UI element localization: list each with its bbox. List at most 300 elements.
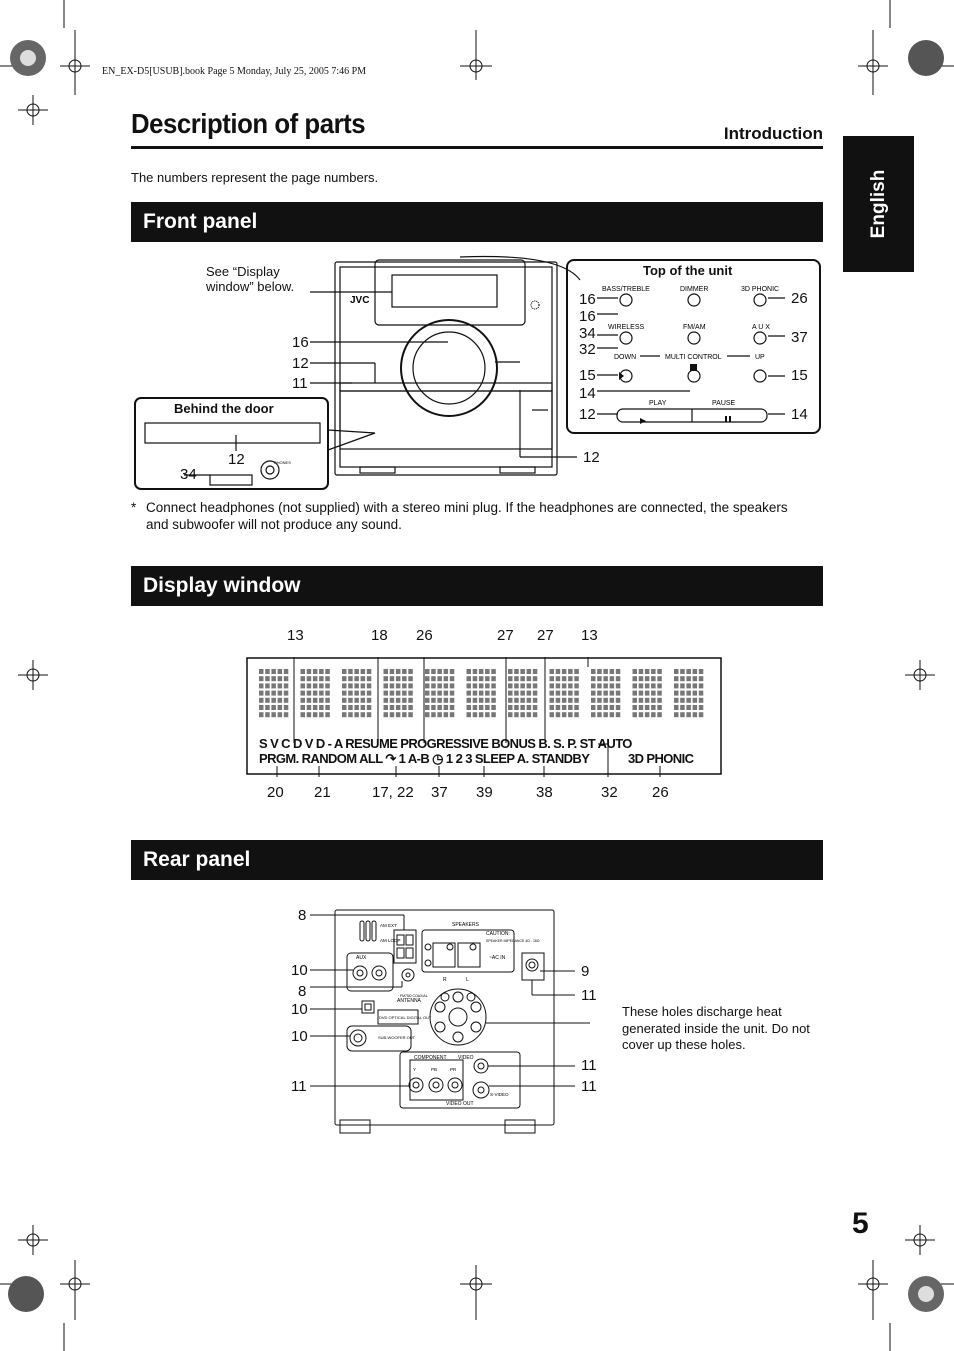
matrix-dot — [550, 698, 555, 703]
matrix-dot — [431, 691, 436, 696]
matrix-dot — [431, 698, 436, 703]
matrix-dot — [450, 698, 455, 703]
matrix-dot — [657, 669, 662, 674]
matrix-dot — [693, 705, 698, 710]
matrix-dot — [533, 712, 538, 717]
matrix-dot — [367, 691, 372, 696]
matrix-dot — [313, 676, 318, 681]
matrix-dot — [491, 691, 496, 696]
matrix-dot — [674, 676, 679, 681]
indicator-bsp: B. S. P. — [538, 736, 577, 751]
matrix-dot — [693, 698, 698, 703]
page-number: 5 — [852, 1207, 869, 1240]
matrix-dot — [610, 712, 615, 717]
matrix-dot — [479, 691, 484, 696]
label-fm-coaxial: FM75Ω COAXIAL — [400, 994, 428, 998]
matrix-dot — [562, 669, 567, 674]
matrix-dot — [301, 669, 306, 674]
matrix-dot — [657, 705, 662, 710]
matrix-dot — [348, 691, 353, 696]
matrix-dot — [342, 698, 347, 703]
matrix-dot — [284, 712, 289, 717]
label-component: COMPONENT — [414, 1055, 447, 1061]
matrix-dot — [568, 691, 573, 696]
matrix-dot — [402, 683, 407, 688]
matrix-dot — [639, 669, 644, 674]
callout-number: 15 — [791, 367, 808, 384]
matrix-dot — [278, 683, 283, 688]
matrix-dot — [319, 676, 324, 681]
matrix-dot — [645, 705, 650, 710]
matrix-dot — [616, 705, 621, 710]
matrix-dot — [657, 676, 662, 681]
page-title: Description of parts — [131, 108, 366, 139]
unit-body — [335, 262, 557, 475]
callout-number: 11 — [581, 1078, 597, 1095]
matrix-dot — [425, 676, 430, 681]
matrix-dot — [307, 669, 312, 674]
matrix-dot — [550, 691, 555, 696]
matrix-dot — [574, 669, 579, 674]
matrix-dot — [568, 669, 573, 674]
matrix-dot — [508, 691, 513, 696]
matrix-dot — [485, 698, 490, 703]
phones-label: PHONES — [274, 460, 291, 465]
see-display-note: See “Display window” below. — [206, 264, 295, 294]
indicator-sleep: SLEEP — [474, 751, 515, 766]
label-pause: PAUSE — [712, 400, 736, 407]
matrix-dot — [603, 683, 608, 688]
matrix-dot — [259, 676, 264, 681]
matrix-dot — [437, 669, 442, 674]
matrix-dot — [485, 669, 490, 674]
crop-mark-icon — [18, 660, 48, 690]
color-target-icon — [908, 40, 944, 76]
matrix-dot — [508, 712, 513, 717]
matrix-dot — [450, 705, 455, 710]
label-subwoofer: SUB-WOOFER OUT — [378, 1035, 416, 1040]
matrix-dot — [390, 691, 395, 696]
matrix-dot — [361, 691, 366, 696]
matrix-dot — [473, 676, 478, 681]
matrix-dot — [610, 705, 615, 710]
matrix-dot — [278, 676, 283, 681]
matrix-dot — [278, 705, 283, 710]
matrix-dot — [485, 691, 490, 696]
matrix-dot — [556, 705, 561, 710]
callout-number: 37 — [791, 329, 808, 346]
matrix-dot — [467, 705, 472, 710]
matrix-dot — [674, 669, 679, 674]
matrix-dot — [348, 676, 353, 681]
matrix-dot — [278, 698, 283, 703]
matrix-dot — [361, 705, 366, 710]
matrix-dot — [479, 669, 484, 674]
callout-number: 10 — [291, 1001, 308, 1018]
matrix-dot — [680, 669, 685, 674]
matrix-dot — [610, 683, 615, 688]
callout-number: 10 — [291, 962, 308, 979]
matrix-dot — [651, 712, 656, 717]
matrix-dot — [556, 691, 561, 696]
matrix-dot — [651, 698, 656, 703]
matrix-dot — [396, 712, 401, 717]
matrix-dot — [408, 712, 413, 717]
matrix-dot — [313, 683, 318, 688]
matrix-dot — [278, 669, 283, 674]
matrix-dot — [616, 676, 621, 681]
crop-mark-icon — [18, 1225, 48, 1255]
callout-number: 39 — [476, 784, 493, 801]
matrix-dot — [550, 676, 555, 681]
matrix-dot — [431, 705, 436, 710]
matrix-dot — [699, 712, 704, 717]
matrix-dot — [467, 669, 472, 674]
matrix-dot — [450, 669, 455, 674]
matrix-dot — [603, 698, 608, 703]
label-ac-in: ~AC IN — [489, 955, 506, 961]
matrix-dot — [307, 705, 312, 710]
matrix-dot — [686, 698, 691, 703]
matrix-dot — [437, 683, 442, 688]
callout-number: 13 — [581, 627, 598, 644]
label-fm-am: FM/AM — [683, 324, 706, 331]
callout-number: 11 — [291, 1078, 307, 1095]
matrix-dot — [699, 691, 704, 696]
matrix-dot — [444, 698, 449, 703]
matrix-dot — [533, 669, 538, 674]
matrix-dot — [603, 712, 608, 717]
matrix-dot — [520, 698, 525, 703]
callout-number: 12 — [579, 406, 596, 423]
matrix-dot — [265, 698, 270, 703]
matrix-dot — [657, 698, 662, 703]
matrix-dot — [693, 676, 698, 681]
volume-knob — [401, 320, 497, 416]
callout-number: 8 — [298, 983, 307, 1000]
matrix-dot — [633, 712, 638, 717]
matrix-dot — [384, 705, 389, 710]
headphone-footnote — [131, 499, 811, 533]
matrix-dot — [271, 691, 276, 696]
matrix-dot — [437, 698, 442, 703]
label-antenna: ANTENNA — [397, 998, 421, 1004]
matrix-dot — [342, 705, 347, 710]
matrix-dot — [313, 705, 318, 710]
matrix-dot — [437, 691, 442, 696]
matrix-dot — [431, 676, 436, 681]
matrix-dot — [674, 683, 679, 688]
matrix-dot — [444, 712, 449, 717]
matrix-dot — [591, 691, 596, 696]
label-aux: AUX — [356, 955, 367, 961]
matrix-dot — [259, 669, 264, 674]
matrix-dot — [408, 698, 413, 703]
matrix-dot — [259, 712, 264, 717]
matrix-dot — [384, 712, 389, 717]
matrix-dot — [603, 676, 608, 681]
matrix-dot — [597, 683, 602, 688]
matrix-dot — [408, 669, 413, 674]
matrix-dot — [384, 698, 389, 703]
matrix-dot — [574, 712, 579, 717]
label-dimmer: DIMMER — [680, 286, 709, 293]
matrix-dot — [508, 669, 513, 674]
matrix-dot — [342, 676, 347, 681]
matrix-dot — [699, 669, 704, 674]
matrix-dot — [301, 698, 306, 703]
matrix-dot — [301, 712, 306, 717]
callout-number: 8 — [298, 907, 307, 924]
callout-number: 11 — [292, 375, 308, 392]
matrix-dot — [616, 683, 621, 688]
matrix-dot — [633, 691, 638, 696]
footnote-text: Connect headphones (not supplied) with a stereo mini plug. If the headphones are connected, the speakers and subwoofer will not produce any sound. — [146, 500, 788, 532]
matrix-dot — [361, 698, 366, 703]
matrix-dot — [479, 705, 484, 710]
matrix-dot — [348, 683, 353, 688]
matrix-dot — [591, 698, 596, 703]
matrix-dot — [354, 691, 359, 696]
matrix-dot — [693, 712, 698, 717]
rear-panel-diagram — [300, 905, 590, 1135]
matrix-dot — [674, 705, 679, 710]
label-pb: PB — [431, 1067, 438, 1072]
matrix-dot — [313, 669, 318, 674]
matrix-dot — [325, 683, 330, 688]
top-button-fm-am — [688, 332, 700, 344]
matrix-dot — [437, 705, 442, 710]
matrix-dot — [633, 683, 638, 688]
matrix-dot — [348, 669, 353, 674]
section-tag: Introduction — [723, 124, 823, 143]
matrix-dot — [616, 712, 621, 717]
matrix-dot — [384, 683, 389, 688]
matrix-dot — [597, 712, 602, 717]
matrix-dot — [367, 676, 372, 681]
matrix-dot — [354, 698, 359, 703]
brand-logo: JVC — [350, 295, 370, 306]
matrix-dot — [693, 691, 698, 696]
indicator-resume: RESUME — [345, 736, 398, 751]
matrix-dot — [367, 698, 372, 703]
matrix-dot — [425, 683, 430, 688]
matrix-dot — [313, 712, 318, 717]
matrix-dot — [284, 705, 289, 710]
matrix-dot — [556, 712, 561, 717]
matrix-dot — [284, 698, 289, 703]
matrix-dot — [693, 683, 698, 688]
matrix-dot — [342, 683, 347, 688]
section-front-panel: Front panel — [131, 202, 823, 242]
matrix-dot — [348, 705, 353, 710]
label-video: VIDEO — [458, 1055, 474, 1061]
callout-number: 27 — [497, 627, 514, 644]
callout-number: 12 — [583, 449, 600, 466]
matrix-dot — [425, 691, 430, 696]
indicator-a-b: A-B — [407, 751, 430, 766]
label-impedance: SPEAKER IMPEDANCE 4Ω - 16Ω — [486, 939, 540, 943]
matrix-dot — [473, 691, 478, 696]
matrix-dot — [402, 698, 407, 703]
matrix-dot — [527, 705, 532, 710]
matrix-dot — [562, 712, 567, 717]
matrix-dot — [307, 712, 312, 717]
callout-number: 27 — [537, 627, 554, 644]
crop-mark-icon — [18, 95, 48, 125]
matrix-dot — [479, 712, 484, 717]
crop-mark-icon — [858, 1260, 888, 1320]
matrix-dot — [603, 705, 608, 710]
matrix-dot — [271, 712, 276, 717]
matrix-dot — [639, 698, 644, 703]
language-tab-label: English — [867, 169, 889, 239]
matrix-dot — [657, 691, 662, 696]
matrix-dot — [396, 683, 401, 688]
callout-number: 32 — [601, 784, 618, 801]
top-button-dimmer — [688, 294, 700, 306]
matrix-dot — [325, 705, 330, 710]
matrix-dot — [265, 712, 270, 717]
matrix-dot — [527, 698, 532, 703]
matrix-dot — [325, 669, 330, 674]
matrix-dot — [479, 676, 484, 681]
matrix-dot — [271, 669, 276, 674]
matrix-dot — [597, 691, 602, 696]
matrix-dot — [680, 705, 685, 710]
callout-number: 14 — [791, 406, 808, 423]
matrix-dot — [396, 698, 401, 703]
label-s-video: S-VIDEO — [490, 1092, 509, 1097]
label-y: Y — [413, 1067, 417, 1072]
matrix-dot — [348, 698, 353, 703]
matrix-dot — [597, 676, 602, 681]
label-r: R — [443, 977, 447, 983]
matrix-dot — [361, 712, 366, 717]
matrix-dot — [491, 683, 496, 688]
matrix-dot — [325, 691, 330, 696]
matrix-dot — [467, 712, 472, 717]
matrix-dot — [319, 683, 324, 688]
matrix-dot — [259, 698, 264, 703]
matrix-dot — [284, 669, 289, 674]
label-caution: CAUTION: — [486, 931, 510, 937]
matrix-dot — [284, 683, 289, 688]
crop-mark-icon — [905, 660, 935, 690]
matrix-dot — [307, 676, 312, 681]
matrix-dot — [390, 683, 395, 688]
matrix-dot — [686, 712, 691, 717]
matrix-dot — [396, 705, 401, 710]
indicator-repeat-one: 1 — [398, 751, 406, 766]
matrix-dot — [354, 705, 359, 710]
matrix-dot — [265, 669, 270, 674]
matrix-dot — [699, 676, 704, 681]
matrix-dot — [639, 712, 644, 717]
matrix-dot — [651, 676, 656, 681]
indicator-a-standby: A. STANDBY — [516, 751, 590, 766]
matrix-dot — [699, 698, 704, 703]
label-l: L — [466, 977, 469, 983]
matrix-dot — [485, 705, 490, 710]
callout-number: 34 — [180, 466, 197, 483]
matrix-dot — [562, 691, 567, 696]
matrix-dot — [402, 691, 407, 696]
label-down: DOWN — [614, 354, 637, 361]
matrix-dot — [639, 705, 644, 710]
matrix-dot — [473, 705, 478, 710]
color-target-icon — [10, 40, 46, 76]
matrix-dot — [674, 698, 679, 703]
matrix-dot — [319, 691, 324, 696]
matrix-dot — [479, 698, 484, 703]
callout-number: 26 — [416, 627, 433, 644]
matrix-dot — [473, 698, 478, 703]
matrix-dot — [425, 669, 430, 674]
matrix-dot — [508, 676, 513, 681]
matrix-dot — [425, 698, 430, 703]
matrix-dot — [591, 669, 596, 674]
section-display-window: Display window — [131, 566, 823, 606]
callout-number: 16 — [579, 308, 596, 325]
matrix-dot — [444, 669, 449, 674]
heat-holes-note: These holes discharge heat generated inside the unit. Do not cover up these holes. — [622, 1004, 810, 1052]
matrix-dot — [556, 683, 561, 688]
matrix-dot — [562, 683, 567, 688]
matrix-dot — [467, 683, 472, 688]
matrix-dot — [491, 676, 496, 681]
matrix-dot — [402, 705, 407, 710]
matrix-dot — [284, 691, 289, 696]
matrix-dot — [674, 691, 679, 696]
matrix-dot — [520, 712, 525, 717]
matrix-dot — [431, 669, 436, 674]
callout-number: 21 — [314, 784, 331, 801]
label-3d-phonic: 3D PHONIC — [741, 286, 780, 293]
matrix-dot — [520, 683, 525, 688]
matrix-dot — [550, 712, 555, 717]
matrix-dot — [699, 683, 704, 688]
callout-number: 26 — [652, 784, 669, 801]
matrix-dot — [514, 676, 519, 681]
matrix-dot — [680, 691, 685, 696]
matrix-dot — [402, 676, 407, 681]
indicator-auto: AUTO — [597, 736, 632, 751]
top-button-3d-phonic — [754, 294, 766, 306]
label-wireless: WIRELESS — [608, 324, 645, 331]
matrix-dot — [556, 669, 561, 674]
matrix-dot — [265, 676, 270, 681]
matrix-dot — [610, 691, 615, 696]
matrix-dot — [508, 698, 513, 703]
matrix-dot — [485, 676, 490, 681]
matrix-dot — [265, 705, 270, 710]
matrix-dot — [259, 683, 264, 688]
callout-number: 15 — [579, 367, 596, 384]
callout-number: 11 — [581, 1057, 597, 1074]
matrix-dot — [645, 712, 650, 717]
behind-door-title: Behind the door — [174, 401, 274, 416]
matrix-dot — [390, 712, 395, 717]
callout-number: 12 — [228, 451, 245, 468]
matrix-dot — [514, 705, 519, 710]
matrix-dot — [437, 712, 442, 717]
matrix-dot — [265, 683, 270, 688]
matrix-dot — [591, 705, 596, 710]
label-dvd-optical: DVD OPTICAL DIGITAL OUT — [379, 1015, 432, 1020]
label-play: PLAY — [649, 400, 667, 407]
matrix-dot — [597, 705, 602, 710]
